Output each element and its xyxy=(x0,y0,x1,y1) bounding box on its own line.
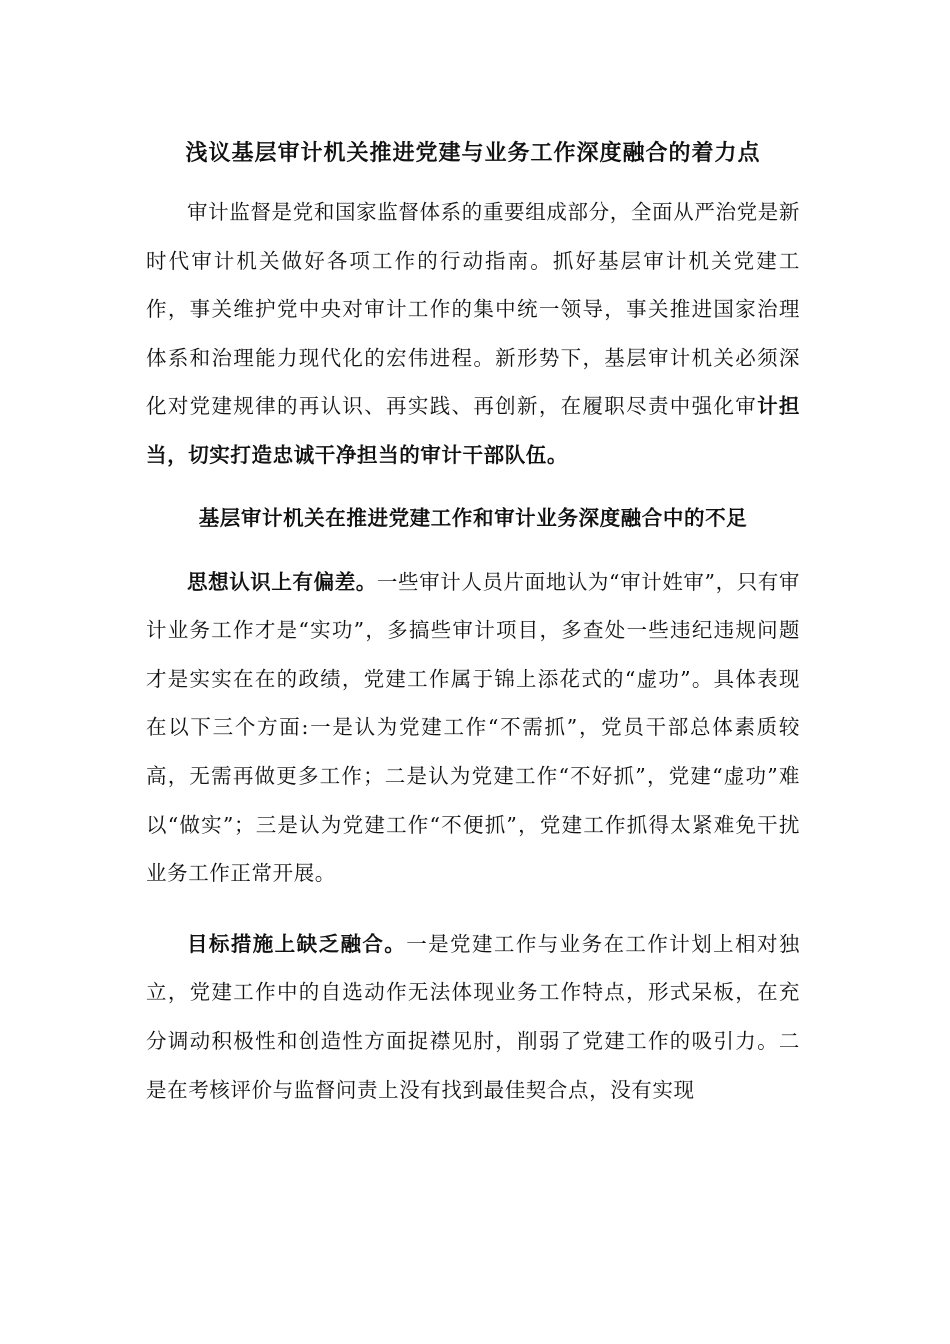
paragraph-text: 一些审计人员片面地认为“审计姓审”，只有审计业务工作才是“实功”，多搞些审计项目，多查处一些违纪违规问题才是实实在在的政绩，党建工作属于锦上添花式的“虚功”。具体表现在以下三个方面:一是认为党建工作“不需抓”，党员干部总体素质较高，无需再做更多工作；二是认为党建工作“不好抓”，党建“虚功”难以“做实”；三是认为党建工作“不便抓”，党建工作抓得太紧难免干扰业务工作正常开展。 xyxy=(146,569,801,886)
intro-text: 审计监督是党和国家监督体系的重要组成部分，全面从严治党是新时代审计机关做好各项工作的行动指南。抓好基层审计机关党建工作，事关维护党中央对审计工作的集中统一领导，事关推进国家治理体系和治理能力现代化的宏伟进程。新形势下，基层审计机关必须深化对党建规律的再认识、再实践、再创新，在履职尽责中强化审 xyxy=(146,200,800,419)
paragraph-lead: 思想认识上有偏差。 xyxy=(187,569,377,594)
paragraph-text: 一是党建工作与业务在工作计划上相对独立，党建工作中的自选动作无法体现业务工作特点，形式呆板，在充分调动积极性和创造性方面捉襟见肘，削弱了党建工作的吸引力。二是在考核评价与监督问责上没有找到最佳契合点，没有实现 xyxy=(146,931,800,1102)
paragraph-lack-of-integration xyxy=(146,920,800,1114)
intro-bold-tail: 计担当，切实打造忠诚干净担当的审计干部队伍。 xyxy=(146,394,800,467)
paragraph-lead: 目标措施上缺乏融合。 xyxy=(187,931,407,956)
intro-paragraph xyxy=(146,188,800,480)
document-title: 浅议基层审计机关推进党建与业务工作深度融合的着力点 xyxy=(185,140,761,166)
section-heading: 基层审计机关在推进党建工作和审计业务深度融合中的不足 xyxy=(198,505,748,530)
paragraph-ideological-deviation xyxy=(146,558,800,898)
